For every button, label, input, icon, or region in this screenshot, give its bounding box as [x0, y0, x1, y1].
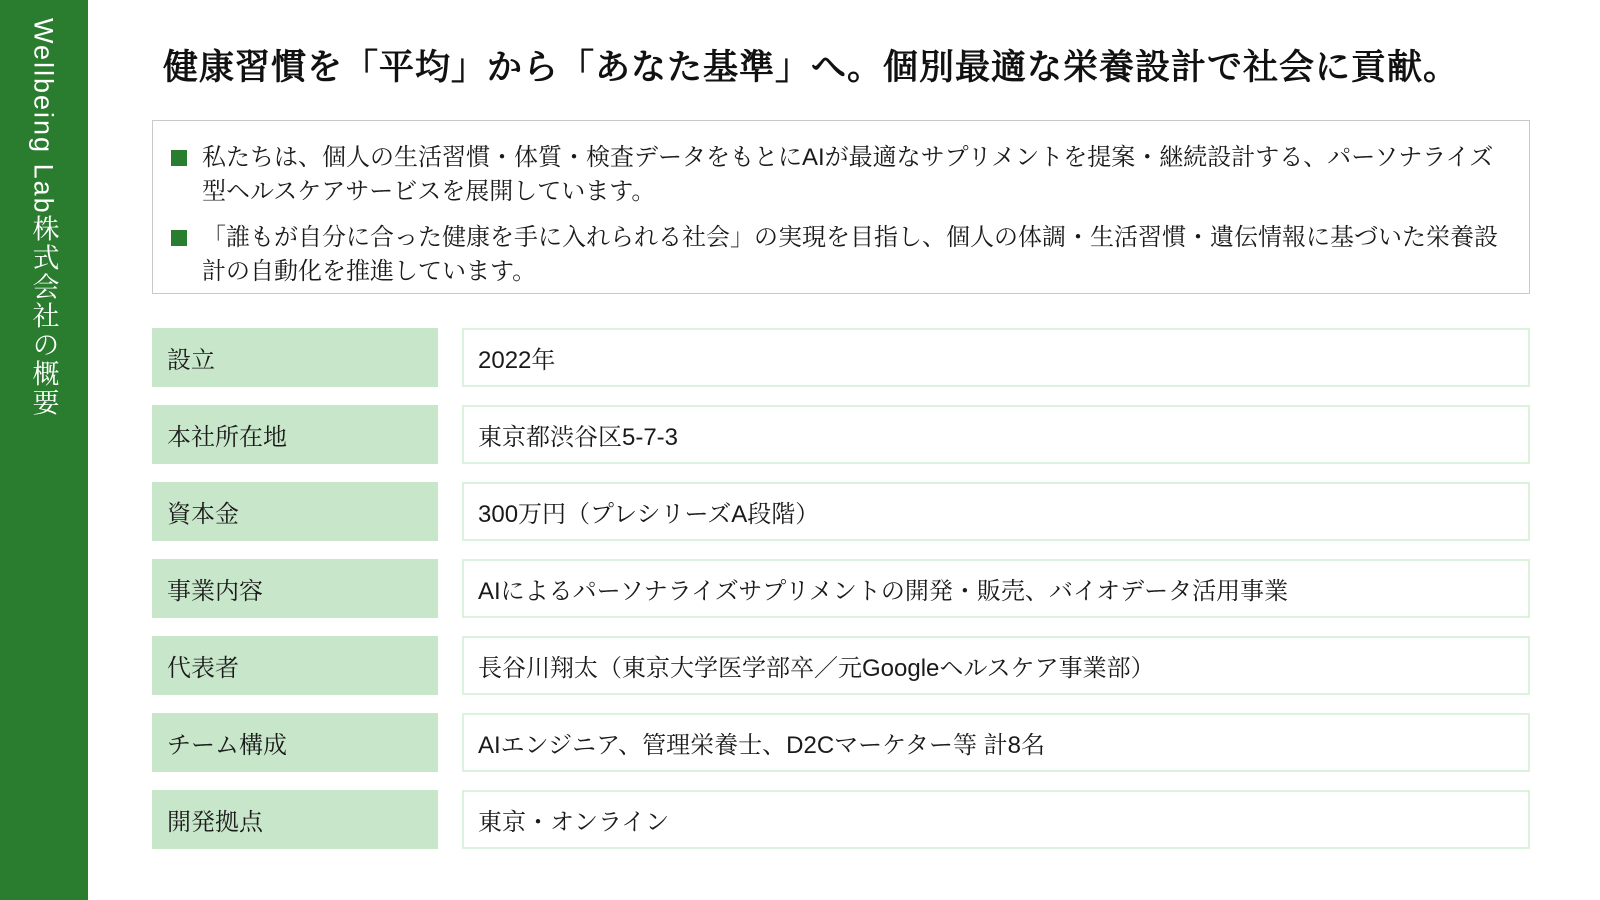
row-label-cell: 開発拠点: [152, 790, 438, 849]
bullet-square-icon: [171, 150, 187, 166]
row-label-cell: 設立: [152, 328, 438, 387]
intro-bullet-2-text: 「誰もが自分に合った健康を手に入れられる社会」の実現を目指し、個人の体調・生活習慣・遺伝情報に基づいた栄養設計の自動化を推進しています。: [202, 224, 1498, 285]
row-label-cell: 本社所在地: [152, 405, 438, 464]
row-value-cell: 300万円（プレシリーズA段階）: [462, 482, 1530, 541]
intro-box: [152, 120, 1530, 294]
intro-bullet-2: [171, 221, 1503, 288]
row-label-cell: 資本金: [152, 482, 438, 541]
table-row-founded: [152, 328, 1530, 387]
row-label-cell: チーム構成: [152, 713, 438, 772]
table-row-team: [152, 713, 1530, 772]
sidebar-vertical-title: Wellbeing Lab株式会社の概要: [28, 18, 59, 418]
row-value-cell: 東京都渋谷区5-7-3: [462, 405, 1530, 464]
table-row-capital: [152, 482, 1530, 541]
intro-bullet-1-text: 私たちは、個人の生活習慣・体質・検査データをもとにAIが最適なサプリメントを提案・継続設計する、パーソナライズ型ヘルスケアサービスを展開しています。: [202, 144, 1494, 205]
row-value-cell: AIによるパーソナライズサプリメントの開発・販売、バイオデータ活用事業: [462, 559, 1530, 618]
row-value-cell: 長谷川翔太（東京大学医学部卒／元Googleヘルスケア事業部）: [462, 636, 1530, 695]
row-value-cell: 2022年: [462, 328, 1530, 387]
bullet-square-icon: [171, 230, 187, 246]
page-title: 健康習慣を「平均」から「あなた基準」へ。個別最適な栄養設計で社会に貢献。: [163, 48, 1460, 87]
sidebar: [0, 0, 88, 900]
table-row-ceo: [152, 636, 1530, 695]
row-label-cell: 代表者: [152, 636, 438, 695]
row-value-cell: AIエンジニア、管理栄養士、D2Cマーケター等 計8名: [462, 713, 1530, 772]
table-row-dev-base: [152, 790, 1530, 849]
company-table: [152, 328, 1530, 867]
row-label-cell: 事業内容: [152, 559, 438, 618]
table-row-headquarters: [152, 405, 1530, 464]
intro-bullet-1: [171, 141, 1503, 208]
row-value-cell: 東京・オンライン: [462, 790, 1530, 849]
table-row-business: [152, 559, 1530, 618]
